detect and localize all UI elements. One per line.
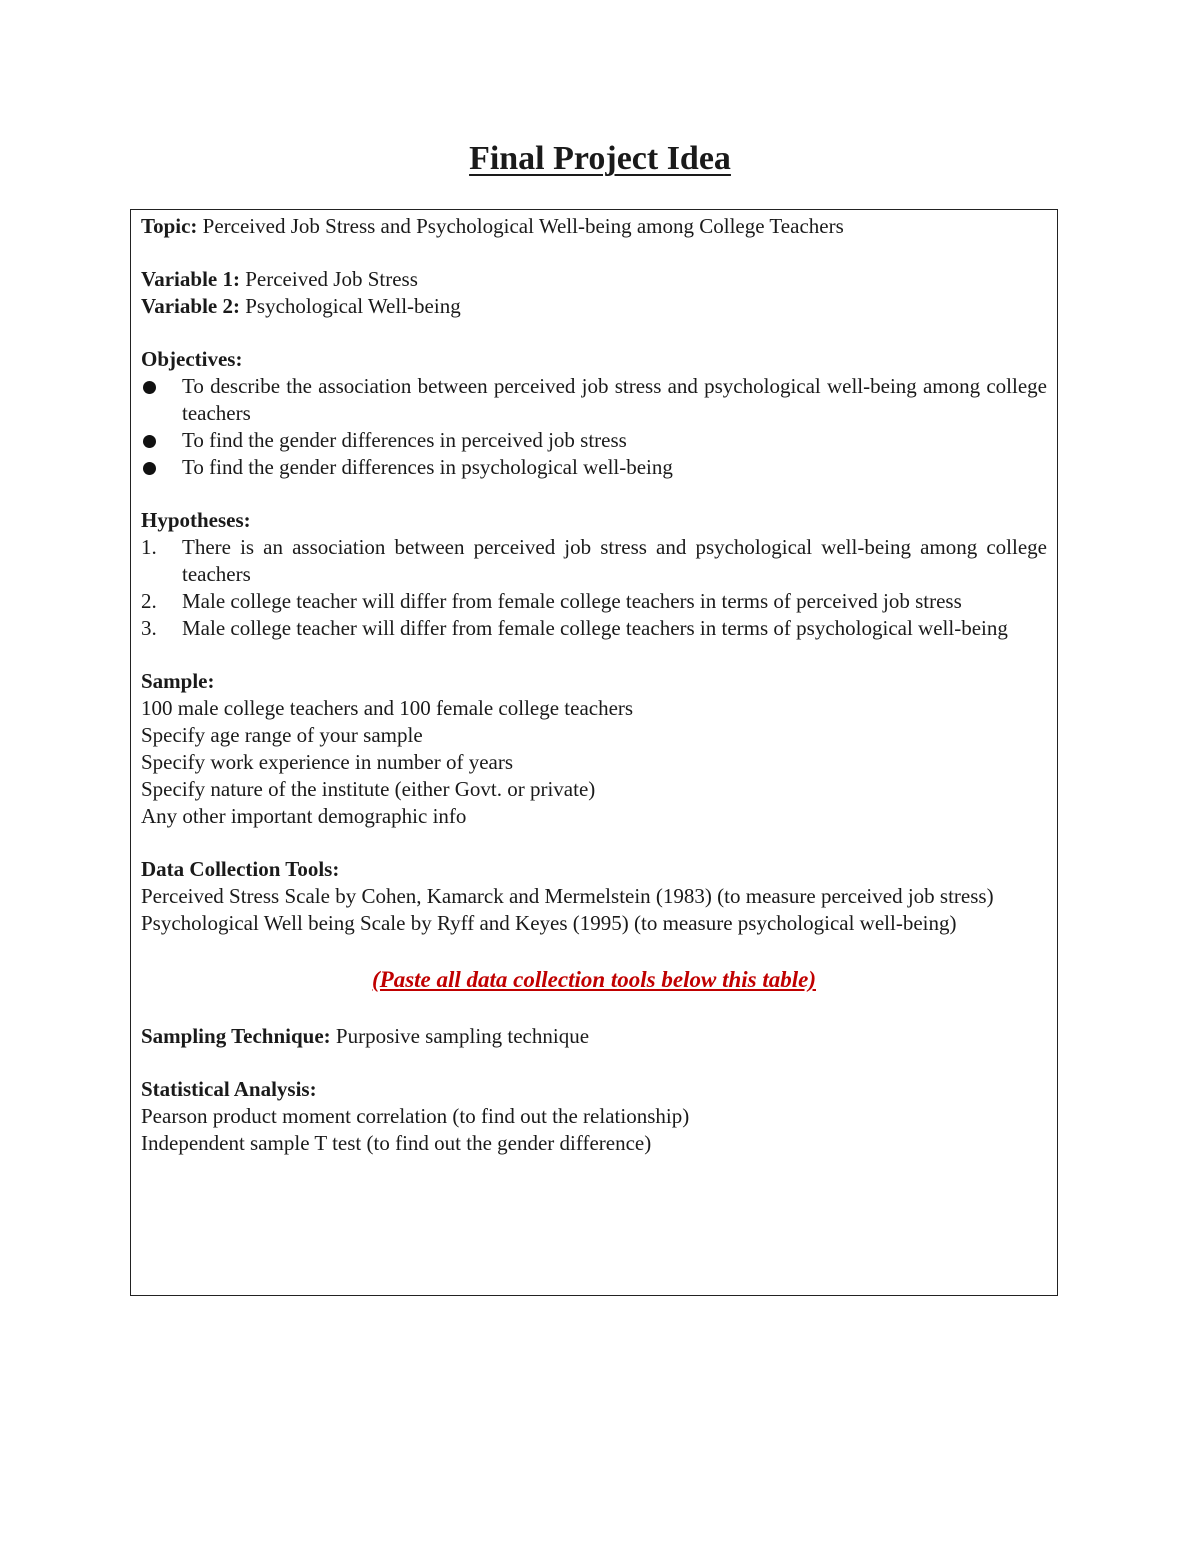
tool-line: Perceived Stress Scale by Cohen, Kamarck and Mermelstein (1983) (to measure perceived job stress) — [141, 884, 994, 908]
variable-2-line — [141, 293, 1047, 320]
sampling-label: Sampling Technique: — [141, 1024, 331, 1048]
list-item — [141, 534, 1047, 588]
variable-1-value: Perceived Job Stress — [239, 267, 418, 291]
sample-line: Any other important demographic info — [141, 804, 467, 828]
hypothesis-text: There is an association between perceived job stress and psychological well-being among college teachers — [182, 535, 1047, 586]
variable-1-line — [141, 266, 1047, 293]
sampling-line — [141, 1023, 1047, 1050]
project-table — [130, 209, 1058, 1296]
variable-2-value: Psychological Well-being — [239, 294, 461, 318]
list-item — [141, 373, 1047, 427]
variable-2-label: Variable 2: — [141, 294, 240, 318]
tools-heading: Data Collection Tools: — [141, 857, 340, 881]
sampling-value: Purposive sampling technique — [330, 1024, 590, 1048]
analysis-line: Pearson product moment correlation (to find out the relationship) — [141, 1104, 690, 1128]
bullet-icon — [143, 381, 156, 394]
sample-heading: Sample: — [141, 669, 215, 693]
objective-text: To find the gender differences in psychological well-being — [182, 455, 673, 479]
topic-line — [141, 213, 1047, 240]
page-title: Final Project Idea — [469, 140, 731, 177]
tool-line: Psychological Well being Scale by Ryff and Keyes (1995) (to measure psychological well-being) — [141, 911, 957, 935]
variable-1-label: Variable 1: — [141, 267, 240, 291]
hypotheses-heading: Hypotheses: — [141, 508, 251, 532]
hypotheses-list — [141, 534, 1047, 642]
sample-line: 100 male college teachers and 100 female college teachers — [141, 696, 634, 720]
analysis-heading: Statistical Analysis: — [141, 1077, 317, 1101]
list-item — [141, 615, 1047, 642]
sample-line: Specify nature of the institute (either Govt. or private) — [141, 777, 596, 801]
sample-line: Specify age range of your sample — [141, 723, 423, 747]
hypothesis-text: Male college teacher will differ from female college teachers in terms of psychological well-being — [182, 616, 1008, 640]
topic-value: Perceived Job Stress and Psychological Well-being among College Teachers — [197, 214, 844, 238]
list-item — [141, 588, 1047, 615]
hypothesis-number: 3. — [141, 616, 157, 640]
objective-text: To describe the association between perceived job stress and psychological well-being among college teachers — [182, 374, 1047, 425]
objectives-heading: Objectives: — [141, 347, 243, 371]
topic-label: Topic: — [141, 214, 198, 238]
objective-text: To find the gender differences in perceived job stress — [182, 428, 627, 452]
hypothesis-number: 2. — [141, 589, 157, 613]
hypothesis-number: 1. — [141, 535, 157, 559]
paste-note: (Paste all data collection tools below this table) — [372, 967, 816, 992]
bullet-icon — [143, 462, 156, 475]
bullet-icon — [143, 435, 156, 448]
hypothesis-text: Male college teacher will differ from female college teachers in terms of perceived job stress — [182, 589, 962, 613]
objectives-list — [141, 373, 1047, 481]
analysis-line: Independent sample T test (to find out the gender difference) — [141, 1131, 652, 1155]
sample-line: Specify work experience in number of years — [141, 750, 514, 774]
list-item — [141, 454, 1047, 481]
list-item — [141, 427, 1047, 454]
